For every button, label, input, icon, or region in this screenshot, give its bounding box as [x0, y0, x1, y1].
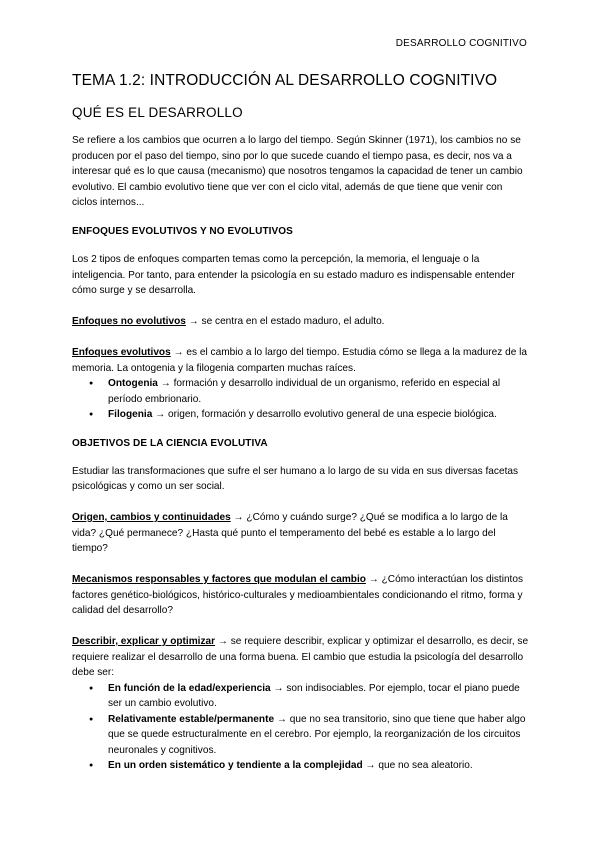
text-no-evolutivos: → se centra en el estado maduro, el adulto.: [185, 316, 385, 327]
text-edad: → son indisociables. Por ejemplo, tocar el piano puede ser un cambio evolutivo.: [108, 682, 520, 709]
paragraph-no-evolutivos: [72, 314, 530, 330]
document-title: TEMA 1.2: INTRODUCCIÓN AL DESARROLLO COGNITIVO: [72, 72, 498, 89]
running-header: DESARROLLO COGNITIVO: [395, 38, 527, 49]
text-orden: → que no sea aleatorio.: [362, 760, 473, 771]
term-evolutivos: Enfoques evolutivos: [72, 347, 171, 358]
list-enfoques: [72, 376, 530, 423]
term-no-evolutivos: Enfoques no evolutivos: [72, 316, 186, 327]
list-cambio: [72, 681, 530, 774]
paragraph-objetivos: Estudiar las transformaciones que sufre el ser humano a lo largo de su vida en sus diversas facetas psicológicas y como un ser social.: [72, 465, 519, 492]
term-mecanismos: Mecanismos responsables y factores que modulan el cambio: [72, 574, 366, 585]
text-ontogenia: → formación y desarrollo individual de un organismo, referido en especial al período embrionario.: [108, 378, 501, 405]
list-item: [108, 407, 530, 423]
term-orden: En un orden sistemático y tendiente a la complejidad: [108, 760, 363, 771]
term-describir: Describir, explicar y optimizar: [72, 636, 216, 647]
paragraph-enfoques: Los 2 tipos de enfoques comparten temas como la percepción, la memoria, el lenguaje o la inteligencia. Por tanto, para entender la psicología en su estado maduro es indispensable entender cómo surge y se desarrolla.: [72, 254, 515, 296]
text-estable: → que no sea transitorio, sino que tiene que haber algo que se quede estructuralmente en el cerebro. Por ejemplo, la reorganización de los circuitos neuronales y cognitivos.: [108, 713, 526, 756]
text-mecanismos: → ¿Cómo interactúan los distintos factores genético-biológicos, histórico-culturales y medioambientales condicionando el ritmo, forma y calidad del desarrollo?: [72, 574, 524, 616]
list-item: [108, 681, 530, 712]
text-origen: → ¿Cómo y cuándo surge? ¿Qué se modifica a lo largo de la vida? ¿Qué permanece? ¿Hasta qué punto el temperamento del bebé es estable a lo largo del tiempo?: [72, 512, 508, 554]
list-item: [108, 376, 530, 407]
list-item: [108, 712, 530, 759]
text-evolutivos: → es el cambio a lo largo del tiempo. Estudia cómo se llega a la madurez de la memoria. La ontogenia y la filogenia comparten muchas raíces.: [72, 347, 527, 374]
term-origen: Origen, cambios y continuidades: [72, 512, 231, 523]
term-ontogenia: Ontogenia: [108, 378, 158, 389]
paragraph-describir: [72, 634, 530, 681]
section-heading-enfoques: ENFOQUES EVOLUTIVOS Y NO EVOLUTIVOS: [72, 226, 293, 237]
section-heading-objetivos: OBJETIVOS DE LA CIENCIA EVOLUTIVA: [72, 437, 268, 449]
term-filogenia: Filogenia: [108, 409, 153, 420]
paragraph-desarrollo: Se refiere a los cambios que ocurren a lo largo del tiempo. Según Skinner (1971), los cambios no se producen por el paso del tiempo, sino por lo que sucede cuando el tiempo pasa, es decir, nos va a interesar qué es lo que causa (mecanismo) que nosotros tengamos la capacidad de tener un cambio evolutivo. El cambio evolutivo tiene que ver con el ciclo vital, además de que tiene que venir con ciclos internos...: [72, 135, 523, 208]
term-edad: En función de la edad/experiencia: [108, 682, 271, 694]
term-estable: Relativamente estable/permanente: [108, 713, 275, 725]
paragraph-origen: [72, 510, 530, 557]
paragraph-evolutivos: [72, 345, 530, 376]
section-heading-desarrollo: QUÉ ES EL DESARROLLO: [72, 105, 243, 120]
page-content: [72, 72, 530, 789]
text-filogenia: → origen, formación y desarrollo evolutivo general de una especie biológica.: [152, 409, 497, 420]
text-describir: → se requiere describir, explicar y optimizar el desarrollo, es decir, se requiere realizar el desarrollo de una forma buena. El cambio que estudia la psicología del desarrollo debe ser:: [72, 636, 529, 678]
paragraph-mecanismos: [72, 572, 530, 619]
list-item: [108, 758, 530, 774]
